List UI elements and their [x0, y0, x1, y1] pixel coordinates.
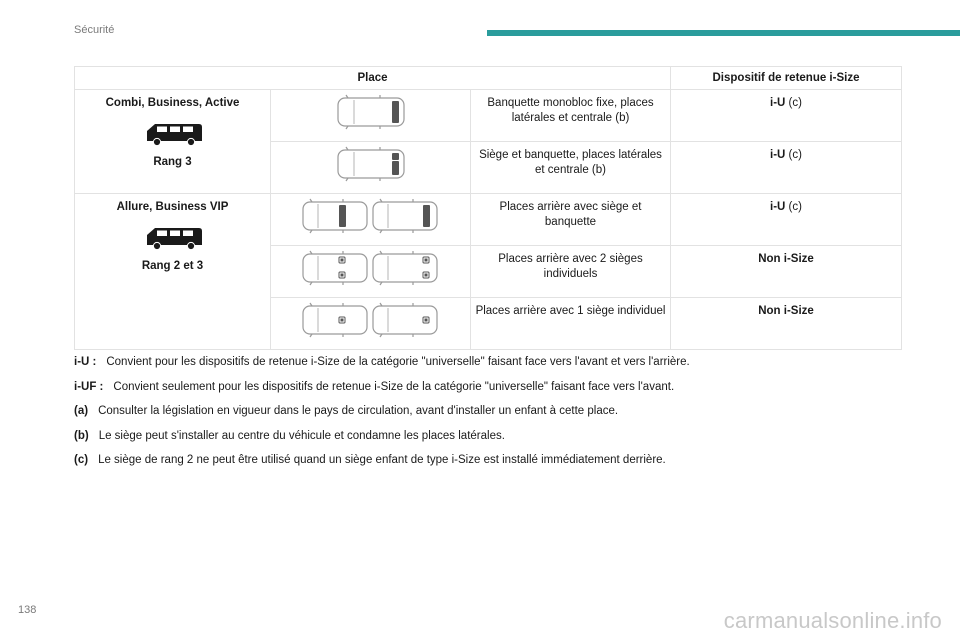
note-key: (b) — [74, 429, 89, 442]
van-top-view-icon — [336, 94, 406, 130]
note-item — [74, 454, 934, 479]
result-note: (c) — [785, 97, 802, 109]
seat-description: Places arrière avec 1 siège individuel — [471, 298, 671, 350]
seat-layout-diagram — [271, 298, 471, 350]
note-text: Consulter la législation en vigueur dans le pays de circulation, avant d'installer un enfant à cette place. — [98, 405, 619, 417]
header-device: Dispositif de retenue i-Size — [671, 67, 902, 90]
section-title: Sécurité — [74, 24, 115, 36]
seat-layout-diagram — [271, 194, 471, 246]
note-text: Le siège peut s'installer au centre du véhicule et condamne les places latérales. — [98, 429, 505, 442]
isize-result — [671, 194, 902, 246]
table-row — [75, 90, 902, 142]
seat-description: Places arrière avec siège et banquette — [471, 194, 671, 246]
group-label: Rang 3 — [153, 156, 192, 168]
note-key: (a) — [74, 405, 89, 417]
van-top-view-pair-icon — [301, 250, 441, 286]
note-key: (c) — [74, 454, 89, 466]
result-code: i-U — [770, 201, 786, 213]
watermark: carmanualsonline.info — [723, 608, 942, 633]
van-top-view-icon — [336, 146, 406, 182]
group-title: Allure, Business VIP — [116, 201, 229, 213]
group-label: Rang 2 et 3 — [141, 260, 204, 272]
group-cell-combi — [75, 90, 271, 194]
note-key: i-U : — [74, 356, 97, 368]
note-item — [74, 405, 934, 430]
seat-layout-diagram — [271, 142, 471, 194]
result-note: (c) — [785, 201, 802, 213]
result-code: i-U — [770, 97, 786, 109]
note-text: Le siège de rang 2 ne peut être utilisé quand un siège enfant de type i-Size est installé immédiatement derrière. — [98, 454, 666, 466]
group-cell-allure — [75, 194, 271, 350]
note-text: Convient seulement pour les dispositifs de retenue i-Size de la catégorie "universelle" faisant face vers l'avant. — [113, 380, 675, 393]
isize-result — [671, 298, 902, 350]
seat-description: Places arrière avec 2 sièges individuels — [471, 246, 671, 298]
header-place: Place — [75, 67, 671, 90]
seat-layout-diagram — [271, 90, 471, 142]
header-accent-bar — [487, 30, 960, 36]
van-top-view-pair-icon — [301, 302, 441, 338]
result-code: Non i-Size — [758, 253, 814, 265]
result-code: Non i-Size — [758, 305, 814, 317]
seat-layout-diagram — [271, 246, 471, 298]
note-item — [74, 381, 934, 406]
note-text: Convient pour les dispositifs de retenue i-Size de la catégorie "universelle" faisant face vers l'avant et vers l'arrière. — [106, 356, 690, 368]
isize-seat-table — [74, 66, 902, 350]
seat-description: Banquette monobloc fixe, places latérales et centrale (b) — [471, 90, 671, 142]
note-key: i-UF : — [74, 380, 104, 393]
result-note: (c) — [785, 149, 802, 161]
note-item — [74, 430, 934, 455]
note-item — [74, 356, 934, 381]
van-side-icon — [141, 225, 205, 251]
group-title: Combi, Business, Active — [105, 97, 240, 109]
isize-result — [671, 246, 902, 298]
seat-description: Siège et banquette, places latérales et centrale (b) — [471, 142, 671, 194]
isize-result — [671, 142, 902, 194]
legend-notes — [74, 356, 934, 479]
table-header-row — [75, 67, 902, 90]
isize-result — [671, 90, 902, 142]
van-top-view-pair-icon — [301, 198, 441, 234]
result-code: i-U — [770, 149, 786, 161]
van-side-icon — [141, 121, 205, 147]
page-number: 138 — [18, 604, 37, 616]
table-row — [75, 194, 902, 246]
